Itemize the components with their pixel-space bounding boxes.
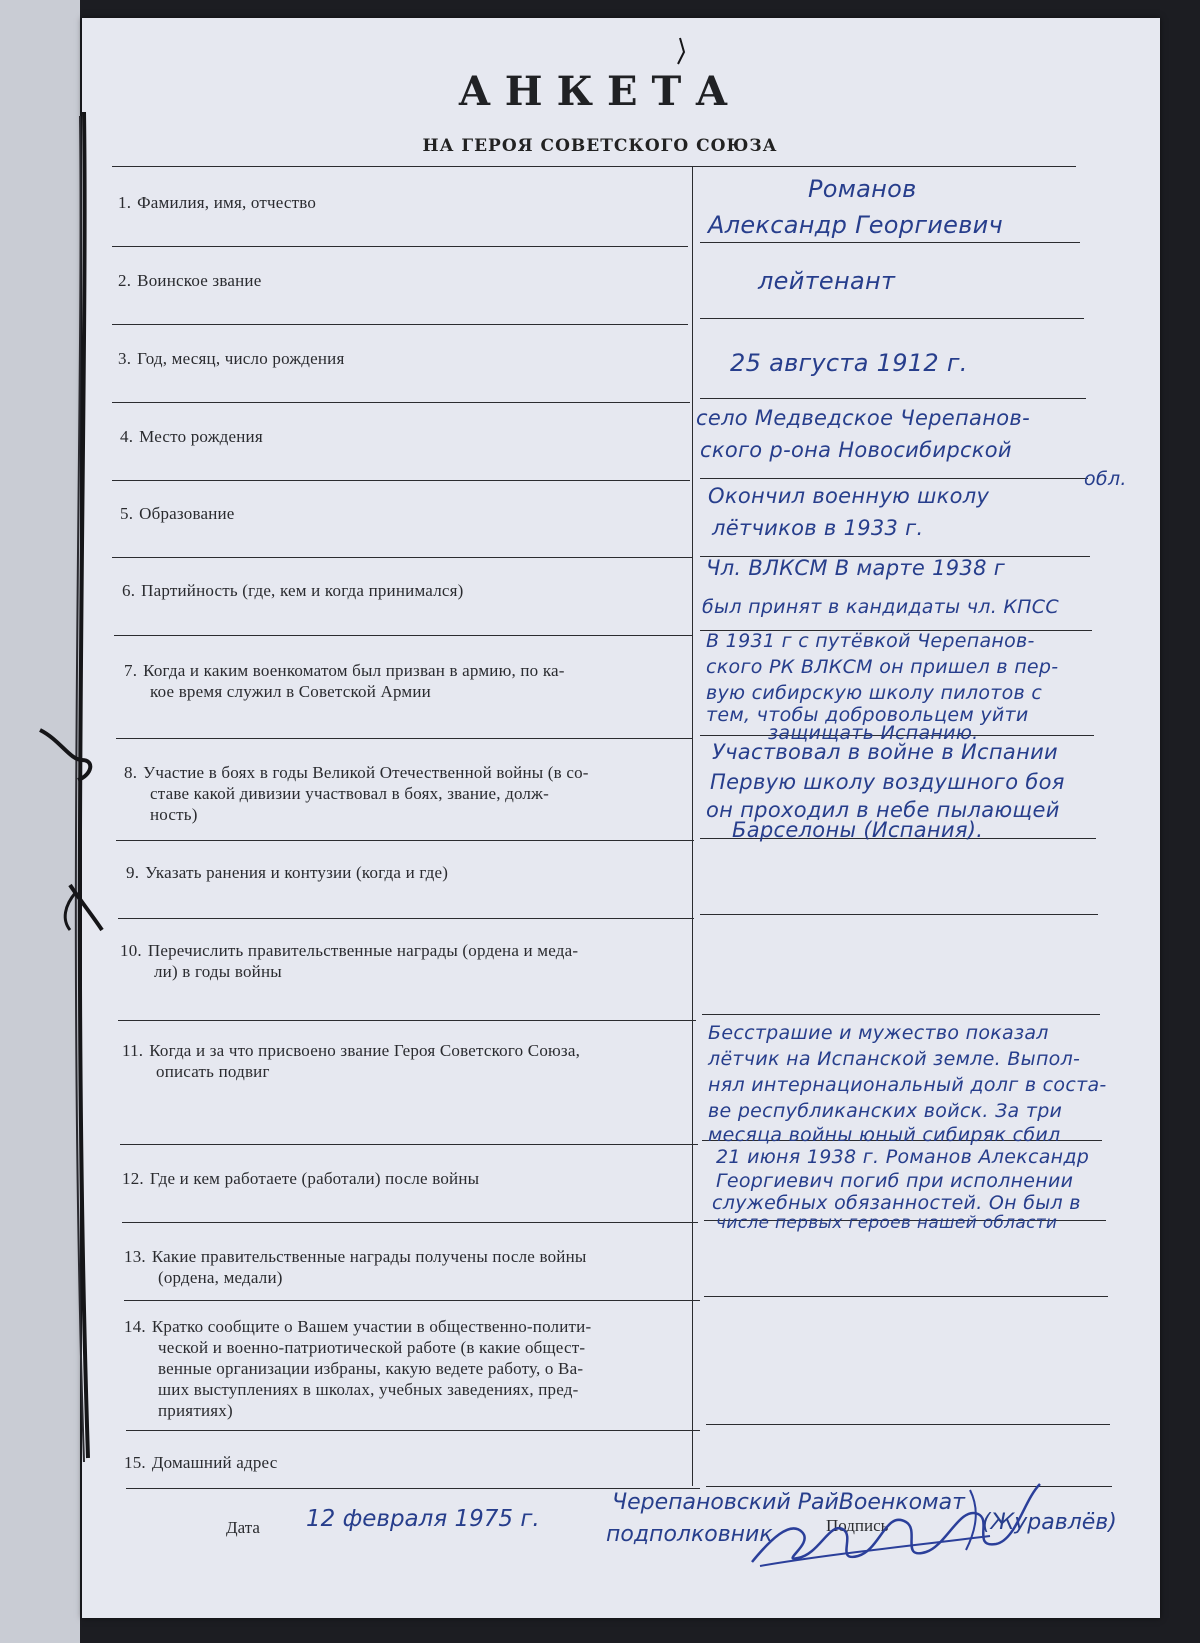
question-text: Год, месяц, число рождения xyxy=(137,349,345,368)
question-number: 1. xyxy=(118,193,132,212)
question-text: Домашний адрес xyxy=(151,1453,278,1472)
answer-8-line: он проходил в небе пылающей xyxy=(706,798,1060,822)
answer-rule xyxy=(704,1296,1108,1297)
answer-6-line: был принят в кандидаты чл. КПСС xyxy=(702,596,1059,618)
question-8 xyxy=(124,762,694,825)
answer-1-line: Александр Георгиевич xyxy=(708,211,1004,239)
handwritten-signature-icon xyxy=(740,1470,1060,1580)
page-title: АНКЕТА xyxy=(458,68,742,115)
question-12 xyxy=(122,1168,696,1189)
question-rule xyxy=(122,1222,698,1223)
answer-rule xyxy=(706,1424,1110,1425)
question-rule xyxy=(118,1020,696,1021)
question-rule xyxy=(112,402,690,403)
question-number: 8. xyxy=(124,763,138,782)
question-1 xyxy=(118,192,678,213)
question-9 xyxy=(126,862,686,883)
question-rule xyxy=(114,635,692,636)
answer-11-line: нял интернациональный долг в соста- xyxy=(708,1074,1107,1096)
answer-12-line: числе первых героев нашей области xyxy=(716,1213,1058,1233)
question-14 xyxy=(124,1316,702,1421)
question-15 xyxy=(124,1452,684,1473)
answer-4-line: обл. xyxy=(1084,468,1127,490)
question-6 xyxy=(122,580,682,601)
signer-line-2: подполковник xyxy=(606,1522,773,1547)
answer-2-line: лейтенант xyxy=(758,267,896,295)
question-text: ческой и военно-патриотической работе (в какие общест- xyxy=(158,1338,586,1357)
answer-rule xyxy=(700,478,1088,479)
question-rule xyxy=(112,324,688,325)
page-subtitle: НА ГЕРОЯ СОВЕТСКОГО СОЮЗА xyxy=(422,136,778,156)
question-text: Когда и за что присвоено звание Героя Советского Союза, xyxy=(149,1041,581,1060)
question-text: Образование xyxy=(139,504,235,523)
question-rule xyxy=(116,840,694,841)
answer-5-line: Окончил военную школу xyxy=(708,484,990,508)
question-number: 13. xyxy=(124,1247,146,1266)
column-divider xyxy=(692,166,693,1486)
question-text: Место рождения xyxy=(139,427,263,446)
answer-11-line: лётчик на Испанской земле. Выпол- xyxy=(708,1048,1081,1070)
answer-rule xyxy=(700,242,1080,243)
question-text: Указать ранения и контузии (когда и где) xyxy=(145,863,449,882)
answer-8-line: Барселоны (Испания). xyxy=(732,818,984,842)
answer-12-line: Георгиевич погиб при исполнении xyxy=(716,1170,1074,1192)
question-number: 9. xyxy=(126,863,140,882)
question-text: приятиях) xyxy=(158,1401,233,1420)
question-4 xyxy=(120,426,680,447)
question-rule xyxy=(116,738,692,739)
question-number: 15. xyxy=(124,1453,146,1472)
question-2 xyxy=(118,270,678,291)
question-5 xyxy=(120,503,680,524)
answer-8-line: Участвовал в войне в Испании xyxy=(712,740,1058,764)
question-text: ли) в годы войны xyxy=(154,962,282,981)
answer-rule xyxy=(700,398,1086,399)
signer-line-1: Черепановский РайВоенкомат xyxy=(612,1490,965,1515)
answer-rule xyxy=(700,318,1084,319)
answer-12-line: служебных обязанностей. Он был в xyxy=(712,1192,1081,1214)
answer-3-line: 25 августа 1912 г. xyxy=(730,349,968,377)
answer-7-line: защищать Испанию. xyxy=(768,722,979,744)
question-number: 11. xyxy=(122,1041,144,1060)
answer-7-line: ского РК ВЛКСМ он пришел в пер- xyxy=(706,656,1059,678)
question-number: 2. xyxy=(118,271,132,290)
date-label: Дата xyxy=(226,1518,260,1537)
question-rule xyxy=(124,1300,700,1301)
answer-11-line: ве республиканских войск. За три xyxy=(708,1100,1063,1122)
question-text: ших выступлениях в школах, учебных заведениях, пред- xyxy=(158,1380,579,1399)
question-text: описать подвиг xyxy=(156,1062,270,1081)
question-text: кое время служил в Советской Армии xyxy=(150,682,431,701)
answer-6-line: Чл. ВЛКСМ В марте 1938 г xyxy=(706,556,1006,580)
question-number: 14. xyxy=(124,1317,146,1336)
answer-7-line: тем, чтобы добровольцем уйти xyxy=(706,704,1029,726)
question-rule xyxy=(112,557,692,558)
question-11 xyxy=(122,1040,698,1082)
answer-11-line: месяца войны юный сибиряк сбил xyxy=(708,1124,1061,1146)
question-7 xyxy=(124,660,694,702)
answer-7-line: вую сибирскую школу пилотов с xyxy=(706,682,1043,704)
answer-8-line: Первую школу воздушного боя xyxy=(710,770,1065,794)
question-text: ность) xyxy=(150,805,198,824)
question-rule xyxy=(120,1144,698,1145)
answer-1-line: Романов xyxy=(808,175,917,203)
date-value: 12 февраля 1975 г. xyxy=(306,1506,540,1532)
question-text: Партийность (где, кем и когда принимался) xyxy=(141,581,464,600)
question-3 xyxy=(118,348,678,369)
answer-12-line: 21 июня 1938 г. Романов Александр xyxy=(716,1146,1090,1168)
question-text: Когда и каким военкоматом был призван в армию, по ка- xyxy=(143,661,565,680)
question-number: 5. xyxy=(120,504,134,523)
question-rule xyxy=(118,918,694,919)
question-number: 4. xyxy=(120,427,134,446)
question-text: Фамилия, имя, отчество xyxy=(137,193,317,212)
question-10 xyxy=(120,940,694,982)
answer-4-line: ского р-она Новосибирской xyxy=(700,438,1012,462)
answer-5-line: лётчиков в 1933 г. xyxy=(712,516,924,540)
question-number: 3. xyxy=(118,349,132,368)
question-rule xyxy=(112,246,688,247)
answer-4-line: село Медведское Черепанов- xyxy=(696,406,1030,430)
question-number: 6. xyxy=(122,581,136,600)
question-text: венные организации избраны, какую ведете работу, о Ва- xyxy=(158,1359,584,1378)
answer-7-line: В 1931 г с путёвкой Черепанов- xyxy=(706,630,1035,652)
answer-rule xyxy=(702,1014,1100,1015)
answer-11-line: Бесстрашие и мужество показал xyxy=(708,1022,1049,1044)
question-number: 7. xyxy=(124,661,138,680)
question-text: Где и кем работаете (работали) после войны xyxy=(149,1169,480,1188)
question-13 xyxy=(124,1246,700,1288)
signer-name: (Журавлёв) xyxy=(982,1510,1117,1535)
top-rule xyxy=(112,166,1076,167)
question-number: 10. xyxy=(120,941,142,960)
signature-label: Подпись xyxy=(826,1516,889,1535)
answer-rule xyxy=(700,914,1098,915)
question-text: Перечислить правительственные награды (ордена и меда- xyxy=(147,941,579,960)
question-text: Воинское звание xyxy=(137,271,262,290)
question-number: 12. xyxy=(122,1169,144,1188)
question-rule xyxy=(126,1488,700,1489)
question-text: ставе какой дивизии участвовал в боях, звание, долж- xyxy=(150,784,549,803)
question-text: Участие в боях в годы Великой Отечественной войны (в со- xyxy=(143,763,589,782)
question-rule xyxy=(112,480,690,481)
question-text: Какие правительственные награды получены после войны xyxy=(151,1247,587,1266)
question-rule xyxy=(126,1430,700,1431)
question-text: Кратко сообщите о Вашем участии в общественно-полити- xyxy=(151,1317,592,1336)
question-text: (ордена, медали) xyxy=(158,1268,283,1287)
